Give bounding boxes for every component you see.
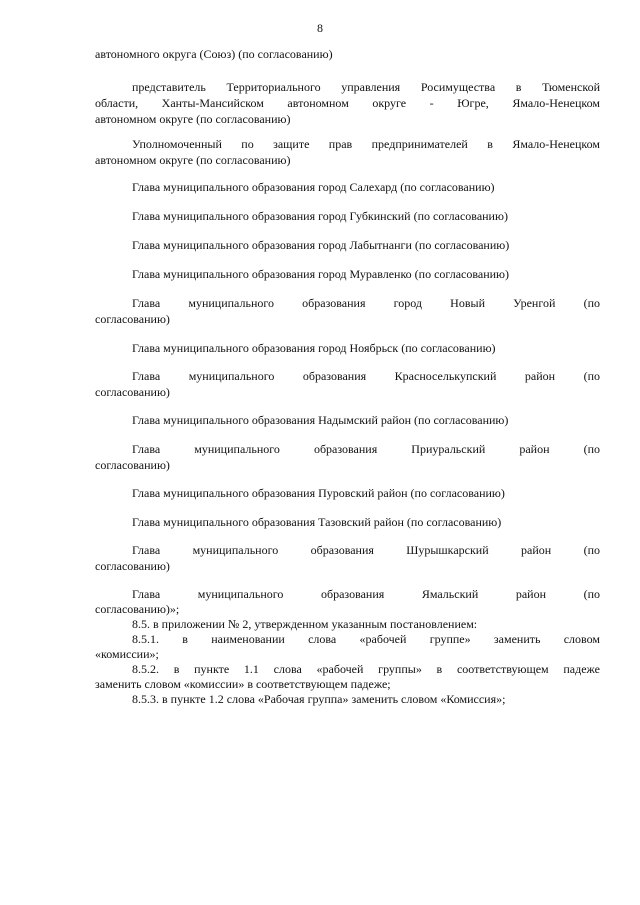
text-line: 8.5. в приложении № 2, утвержденном указанным постановлением:: [132, 617, 478, 631]
text-line: Глава муниципального образования город Лабытнанги (по согласованию): [132, 238, 510, 252]
text-line: Глава муниципального образования Надымский район (по согласованию): [132, 413, 509, 427]
text-line: представитель Территориального управления Росимущества в Тюменской: [132, 80, 600, 94]
text-line: «комиссии»;: [95, 647, 159, 661]
text-line: Глава муниципального образования Ямальский район (по: [132, 587, 600, 601]
text-line: Глава муниципального образования Тазовский район (по согласованию): [132, 515, 502, 529]
page-number: 8: [317, 21, 323, 35]
text-line: 8.5.3. в пункте 1.2 слова «Рабочая группа» заменить словом «Комиссия»;: [132, 692, 506, 706]
text-line: Глава муниципального образования Пуровский район (по согласованию): [132, 486, 505, 500]
text-line: согласованию): [95, 385, 170, 399]
text-line: согласованию): [95, 559, 170, 573]
text-line: автономном округе (по согласованию): [95, 153, 291, 167]
text-line: автономном округе (по согласованию): [95, 112, 291, 126]
text-line: Глава муниципального образования Шурышкарский район (по: [132, 543, 600, 557]
text-line: 8.5.2. в пункте 1.1 слова «рабочей группы» в соответствующем падеже: [132, 662, 600, 676]
text-line: Уполномоченный по защите прав предпринимателей в Ямало-Ненецком: [132, 137, 600, 151]
text-line: Глава муниципального образования город Ноябрьск (по согласованию): [132, 341, 496, 355]
text-line: Глава муниципального образования Красноселькупский район (по: [132, 369, 600, 383]
text-line: области, Ханты-Мансийском автономном округе - Югре, Ямало-Ненецком: [95, 96, 600, 110]
text-line: согласованию)»;: [95, 602, 180, 616]
text-line: согласованию): [95, 312, 170, 326]
text-line: автономного округа (Союз) (по согласованию): [95, 47, 333, 61]
text-line: согласованию): [95, 458, 170, 472]
text-line: Глава муниципального образования город Губкинский (по согласованию): [132, 209, 508, 223]
text-line: 8.5.1. в наименовании слова «рабочей группе» заменить словом: [132, 632, 600, 646]
text-line: заменить словом «комиссии» в соответствующем падеже;: [95, 677, 391, 691]
text-line: Глава муниципального образования город Новый Уренгой (по: [132, 296, 600, 310]
text-line: Глава муниципального образования город Муравленко (по согласованию): [132, 267, 510, 281]
text-line: Глава муниципального образования город Салехард (по согласованию): [132, 180, 495, 194]
text-line: Глава муниципального образования Приуральский район (по: [132, 442, 600, 456]
